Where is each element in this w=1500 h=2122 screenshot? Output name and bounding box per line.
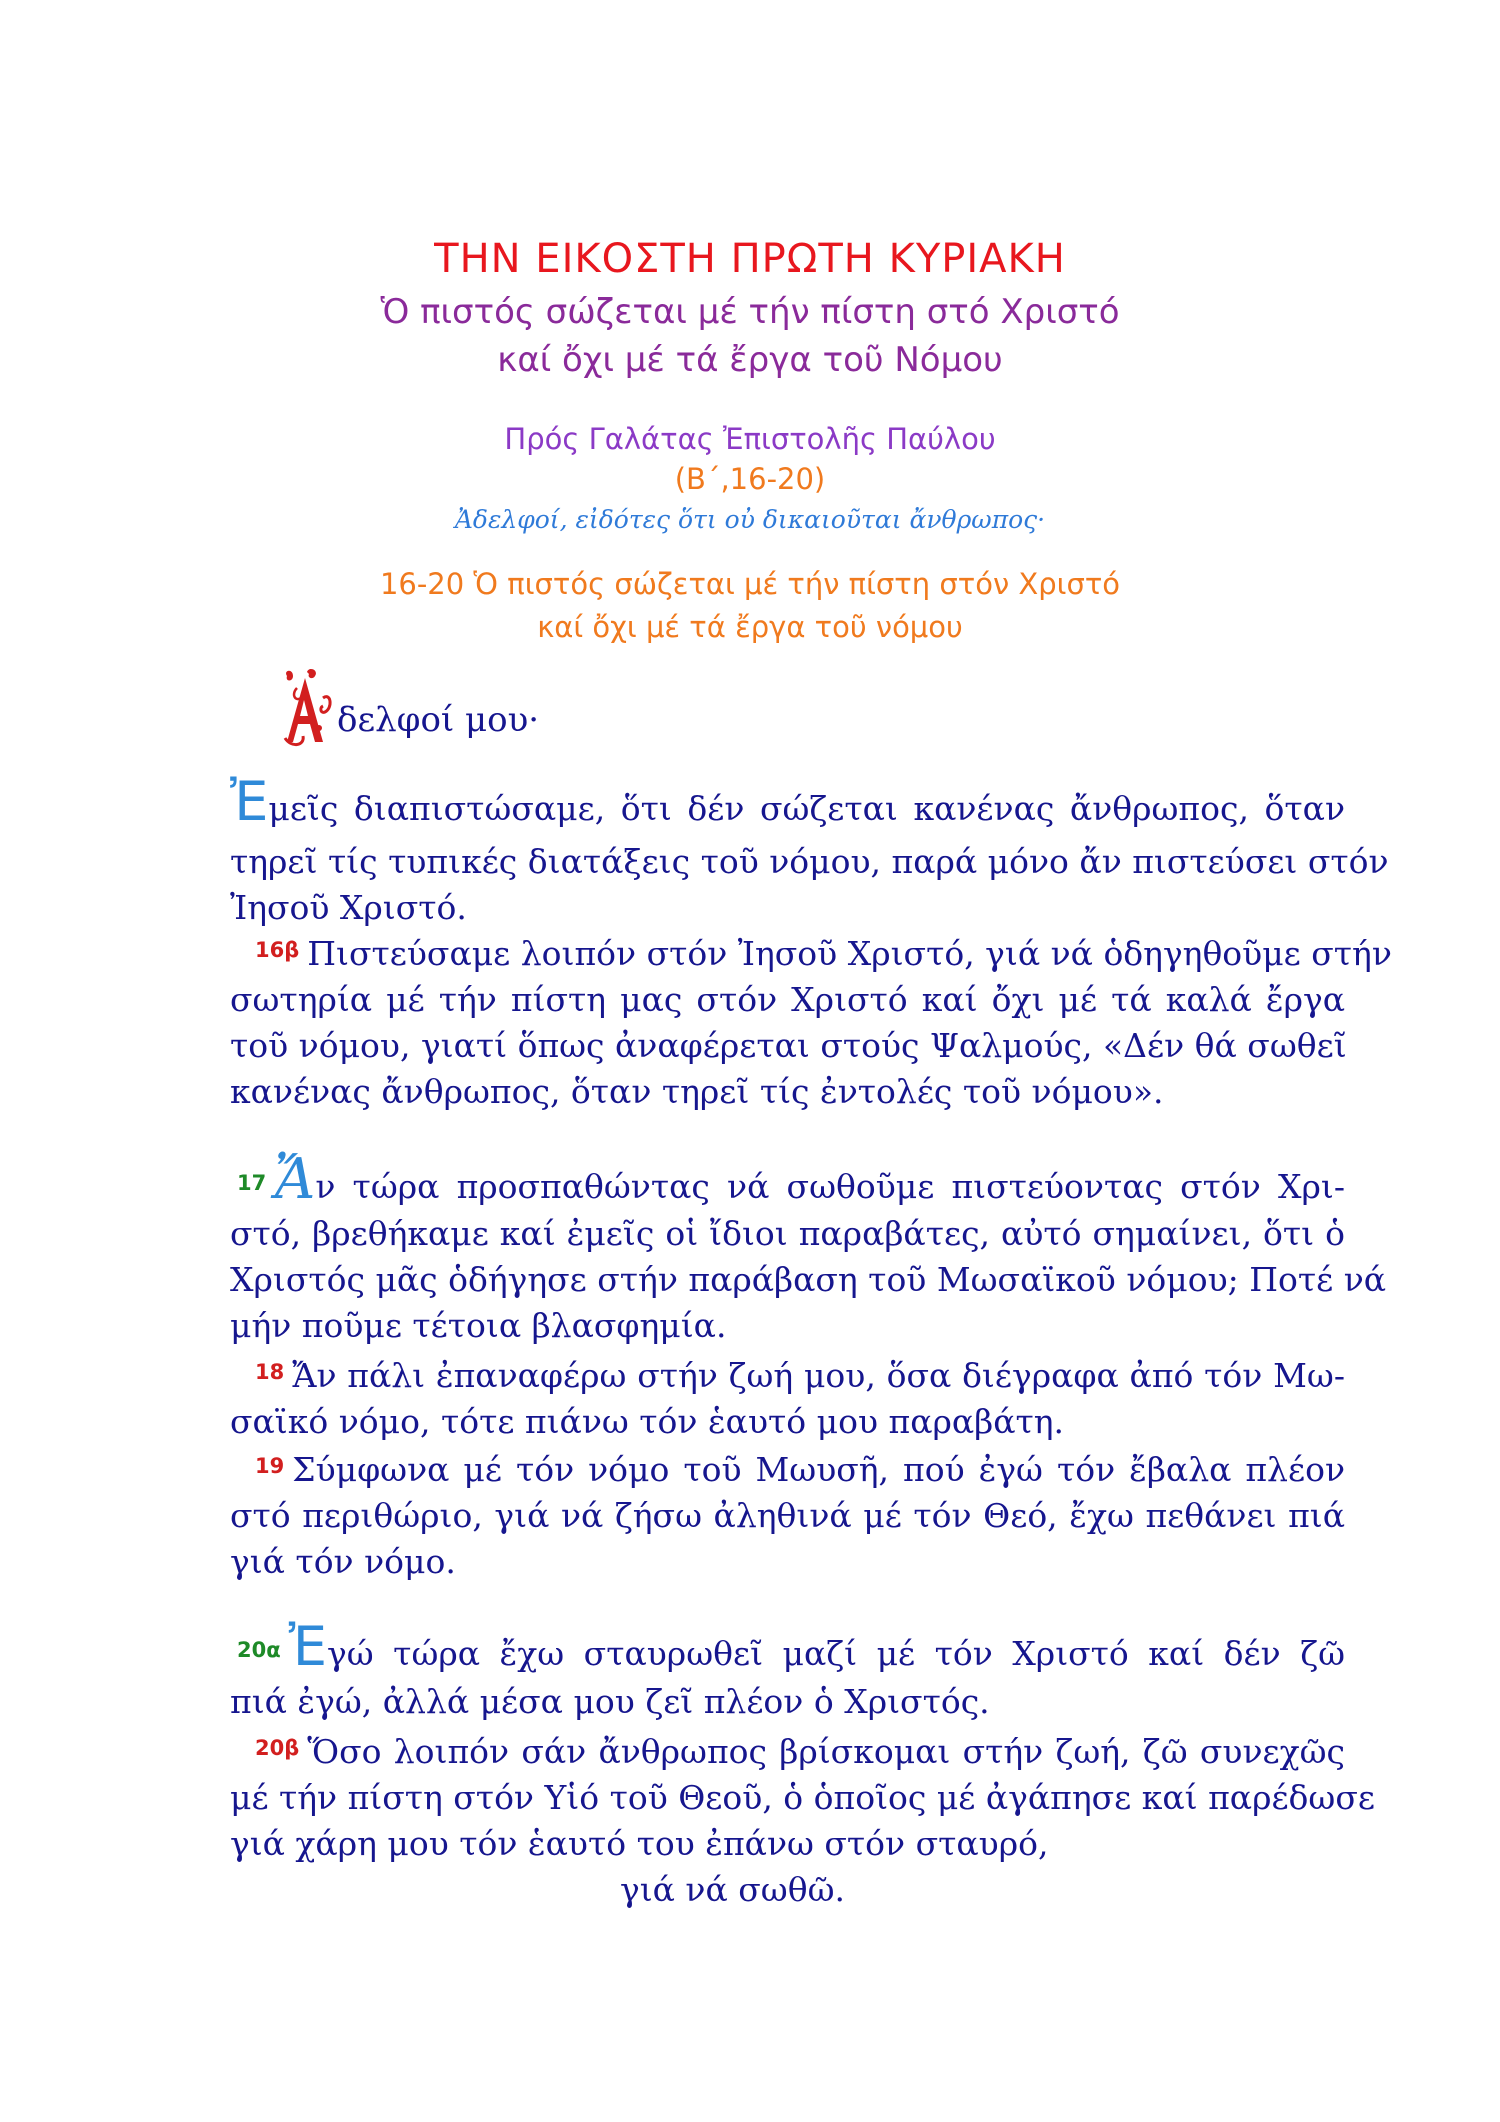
verse-18-line-1 — [255, 1356, 1345, 1395]
salutation: δελφοί μου· — [337, 700, 540, 740]
verse-20b-line-3: γιά χάρη μου τόν ἑαυτό του ἐπάνω στόν σταυρό, — [230, 1824, 1049, 1863]
verse-16b-line-2: σωτηρία μέ τήν πίστη μας στόν Χριστό καί ὄχι μέ τά καλά ἔργα — [230, 980, 1345, 1019]
verse-number: 20β — [255, 1736, 300, 1760]
verse-20a-line-1 — [237, 1615, 1345, 1678]
illuminated-initial-icon — [279, 668, 334, 748]
epistle-heading: Πρός Γαλάτας Ἐπιστολῆς Παύλου — [504, 422, 996, 456]
incipit-line: Ἀδελφοί, εἰδότες ὅτι οὐ δικαιοῦται ἄνθρωπος· — [454, 505, 1046, 534]
verse-20b-line-4: γιά νά σωθῶ. — [620, 1870, 845, 1909]
line-text: ν τώρα προσπαθώντας νά σωθοῦμε πιστεύοντας στόν Χρι- — [315, 1167, 1345, 1206]
verse-number: 18 — [255, 1360, 285, 1384]
verse-16b-line-3: τοῦ νόμου, γιατί ὅπως ἀναφέρεται στούς Ψαλμούς, «Δέν θά σωθεῖ — [230, 1026, 1347, 1065]
verse-19-line-3: γιά τόν νόμο. — [230, 1542, 456, 1581]
summary-line-1: 16-20 Ὁ πιστός σώζεται μέ τήν πίστη στόν Χριστό — [379, 567, 1121, 601]
page-title: ΤΗΝ ΕΙΚΟΣΤΗ ΠΡΩΤΗ ΚΥΡΙΑΚΗ — [434, 236, 1066, 282]
verse-20a-line-2: πιά ἐγώ, ἀλλά μέσα μου ζεῖ πλέον ὁ Χριστός. — [230, 1682, 990, 1721]
scripture-reference: (Β΄,16-20) — [674, 462, 826, 496]
verse-number: 17 — [237, 1171, 267, 1195]
verse-16a-line-2: τηρεῖ τίς τυπικές διατάξεις τοῦ νόμου, παρά μόνο ἄν πιστεύσει στόν — [230, 842, 1389, 881]
line-text: Ἄν πάλι ἐπαναφέρω στήν ζωή μου, ὅσα διέγραφα ἀπό τόν Μω- — [292, 1356, 1345, 1395]
verse-17-line-4: μήν ποῦμε τέτοια βλασφημία. — [230, 1306, 727, 1345]
verse-number: 20α — [237, 1638, 281, 1662]
verse-number: 16β — [255, 938, 300, 962]
line-text: μεῖς διαπιστώσαμε, ὅτι δέν σώζεται κανένας ἄνθρωπος, ὅταν — [268, 789, 1345, 828]
line-text: Πιστεύσαμε λοιπόν στόν Ἰησοῦ Χριστό, γιά νά ὁδηγηθοῦμε στήν — [307, 934, 1392, 973]
verse-20b-line-2: μέ τήν πίστη στόν Υἱό τοῦ Θεοῦ, ὁ ὁποῖος μέ ἀγάπησε καί παρέδωσε — [230, 1778, 1375, 1817]
verse-20b-line-1 — [255, 1732, 1345, 1771]
verse-16b-line-1 — [255, 934, 1392, 973]
subtitle-line-2: καί ὄχι μέ τά ἔργα τοῦ Νόμου — [497, 340, 1003, 380]
line-text: Ὅσο λοιπόν σάν ἄνθρωπος βρίσκομαι στήν ζωή, ζῶ συνεχῶς — [307, 1732, 1345, 1771]
blue-initial: Ἄ — [274, 1147, 316, 1212]
verse-16b-line-4: κανένας ἄνθρωπος, ὅταν τηρεῖ τίς ἐντολές τοῦ νόμου». — [230, 1072, 1164, 1111]
verse-17-line-2: στό, βρεθήκαμε καί ἐμεῖς οἱ ἴδιοι παραβάτες, αὐτό σημαίνει, ὅτι ὁ — [230, 1214, 1345, 1253]
line-text: Σύμφωνα μέ τόν νόμο τοῦ Μωυσῆ, πού ἐγώ τόν ἔβαλα πλέον — [292, 1450, 1345, 1489]
verse-16a-line-1 — [230, 770, 1345, 835]
summary-line-2: καί ὄχι μέ τά ἔργα τοῦ νόμου — [537, 610, 963, 644]
blue-initial: Ἐ — [288, 1615, 328, 1678]
verse-number: 19 — [255, 1454, 285, 1478]
verse-17-line-3: Χριστός μᾶς ὁδήγησε στήν παράβαση τοῦ Μωσαϊκοῦ νόμου; Ποτέ νά — [230, 1260, 1387, 1299]
subtitle-line-1: Ὁ πιστός σώζεται μέ τήν πίστη στό Χριστό — [380, 292, 1120, 332]
line-text: γώ τώρα ἔχω σταυρωθεῖ μαζί μέ τόν Χριστό καί δέν ζῶ — [327, 1634, 1345, 1673]
verse-16a-line-3: Ἰησοῦ Χριστό. — [230, 888, 467, 927]
verse-18-line-2: σαϊκό νόμο, τότε πιάνω τόν ἑαυτό μου παραβάτη. — [230, 1402, 1065, 1441]
verse-19-line-1 — [255, 1450, 1345, 1489]
verse-19-line-2: στό περιθώριο, γιά νά ζήσω ἀληθινά μέ τόν Θεό, ἔχω πεθάνει πιά — [230, 1496, 1345, 1535]
verse-17-line-1 — [237, 1147, 1345, 1212]
blue-initial: Ἐ — [230, 770, 269, 833]
